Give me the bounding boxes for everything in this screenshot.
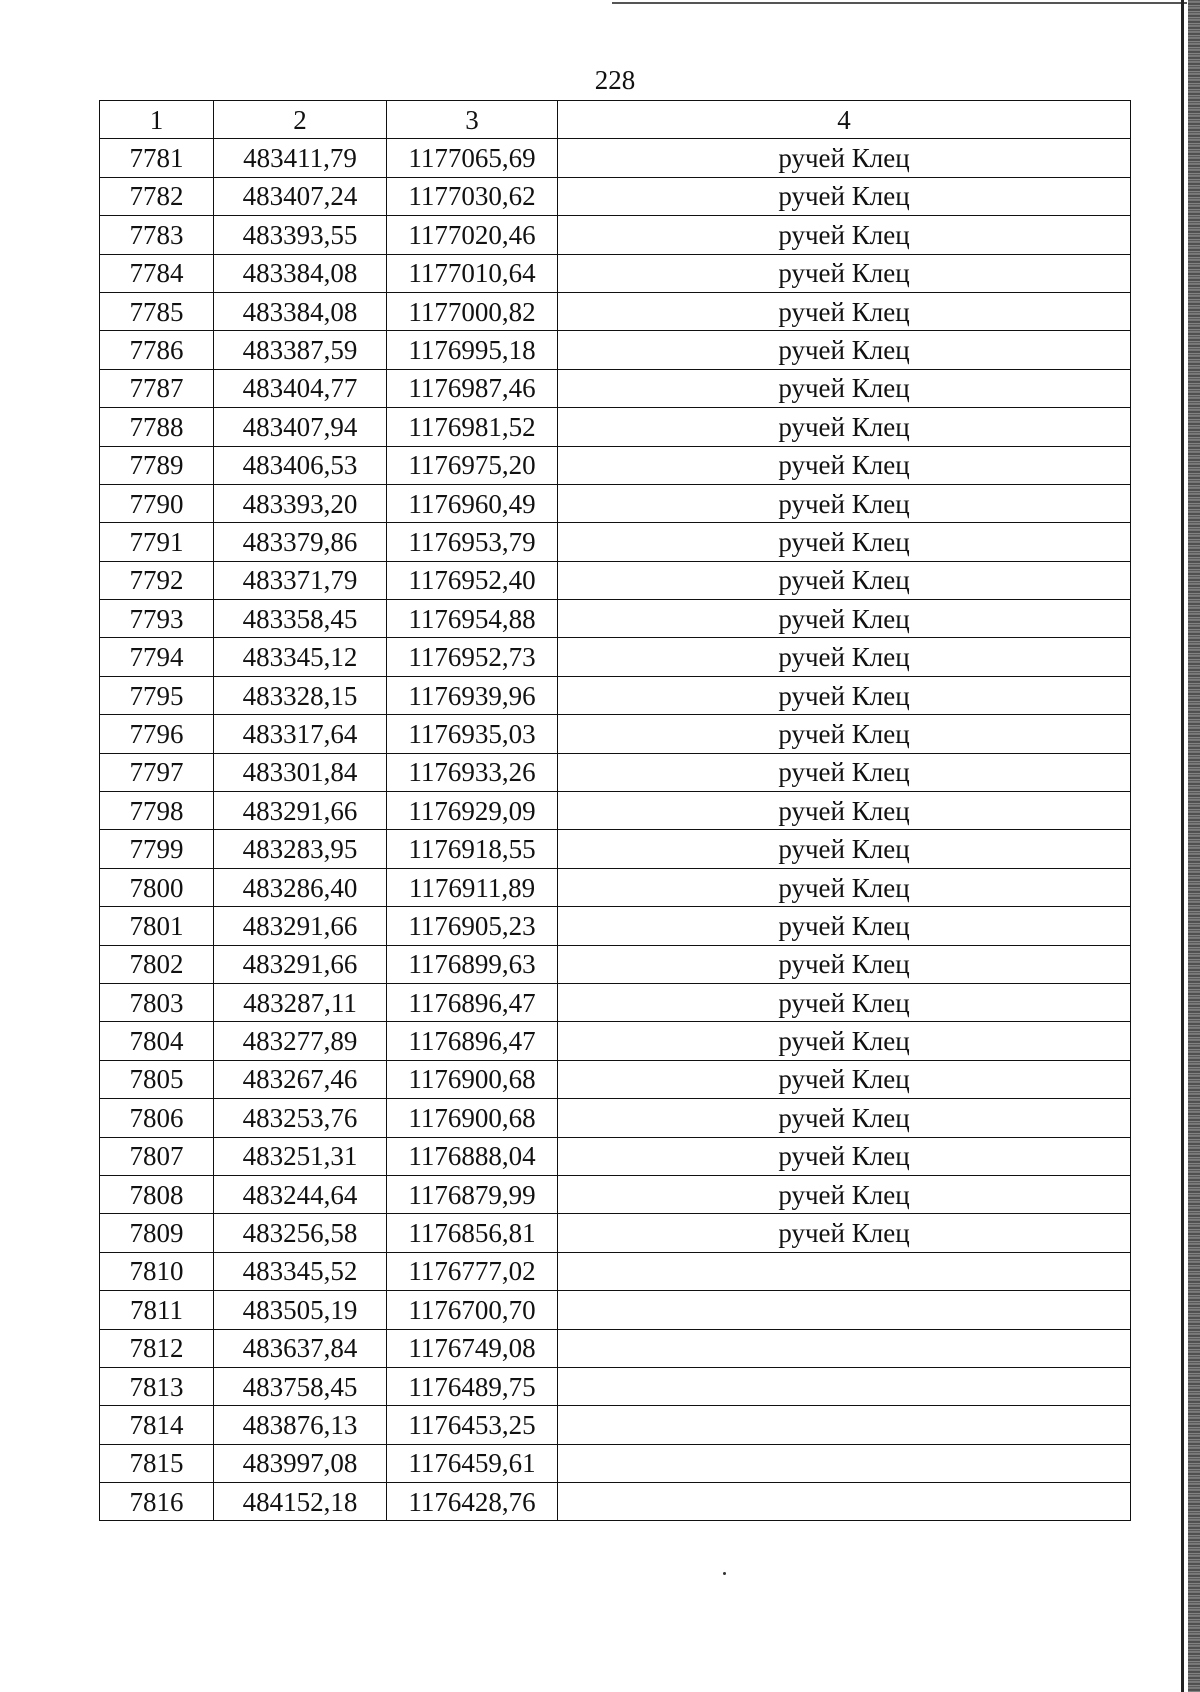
y-coordinate-cell: 1176428,76: [387, 1483, 558, 1521]
y-coordinate-cell: 1176933,26: [387, 753, 558, 791]
page-number: 228: [594, 65, 636, 95]
y-coordinate-cell: 1176960,49: [387, 484, 558, 522]
point-number-cell: 7800: [100, 868, 214, 906]
point-number-cell: 7786: [100, 331, 214, 369]
y-coordinate-cell: 1177020,46: [387, 216, 558, 254]
table-row: [100, 1444, 1131, 1482]
point-number-cell: 7803: [100, 983, 214, 1021]
y-coordinate-cell: 1176900,68: [387, 1060, 558, 1098]
table-row: [100, 139, 1131, 177]
y-coordinate-cell: 1176453,25: [387, 1406, 558, 1444]
point-number-cell: 7793: [100, 600, 214, 638]
table-row: [100, 1291, 1131, 1329]
x-coordinate-cell: 483411,79: [214, 139, 387, 177]
point-number-cell: 7781: [100, 139, 214, 177]
x-coordinate-cell: 483997,08: [214, 1444, 387, 1482]
y-coordinate-cell: 1176459,61: [387, 1444, 558, 1482]
x-coordinate-cell: 484152,18: [214, 1483, 387, 1521]
description-cell: ручей Клец: [558, 561, 1131, 599]
x-coordinate-cell: 483384,08: [214, 292, 387, 330]
x-coordinate-cell: 483287,11: [214, 983, 387, 1021]
y-coordinate-cell: 1177030,62: [387, 177, 558, 215]
x-coordinate-cell: 483387,59: [214, 331, 387, 369]
y-coordinate-cell: 1176911,89: [387, 868, 558, 906]
point-number-cell: 7810: [100, 1252, 214, 1290]
table-row: [100, 945, 1131, 983]
point-number-cell: 7782: [100, 177, 214, 215]
table-row: [100, 408, 1131, 446]
description-cell: ручей Клец: [558, 1175, 1131, 1213]
table-row: [100, 638, 1131, 676]
table-row: [100, 254, 1131, 292]
x-coordinate-cell: 483637,84: [214, 1329, 387, 1367]
point-number-cell: 7789: [100, 446, 214, 484]
point-number-cell: 7785: [100, 292, 214, 330]
y-coordinate-cell: 1176975,20: [387, 446, 558, 484]
y-coordinate-cell: 1176952,40: [387, 561, 558, 599]
y-coordinate-cell: 1176896,47: [387, 1022, 558, 1060]
x-coordinate-cell: 483358,45: [214, 600, 387, 638]
table-row: [100, 753, 1131, 791]
description-cell: ручей Клец: [558, 177, 1131, 215]
table-row: [100, 830, 1131, 868]
description-cell: ручей Клец: [558, 1137, 1131, 1175]
header-col-3: 3: [387, 101, 558, 139]
table-row: [100, 331, 1131, 369]
header-row: [100, 101, 1131, 139]
description-cell: [558, 1444, 1131, 1482]
scan-right-edge-shadow: [1188, 0, 1200, 1692]
table-row: [100, 1329, 1131, 1367]
description-cell: ручей Клец: [558, 254, 1131, 292]
point-number-cell: 7812: [100, 1329, 214, 1367]
y-coordinate-cell: 1176939,96: [387, 676, 558, 714]
table-row: [100, 792, 1131, 830]
point-number-cell: 7807: [100, 1137, 214, 1175]
point-number-cell: 7796: [100, 715, 214, 753]
description-cell: ручей Клец: [558, 983, 1131, 1021]
point-number-cell: 7784: [100, 254, 214, 292]
table-row: [100, 1022, 1131, 1060]
point-number-cell: 7811: [100, 1291, 214, 1329]
x-coordinate-cell: 483317,64: [214, 715, 387, 753]
y-coordinate-cell: 1176952,73: [387, 638, 558, 676]
point-number-cell: 7805: [100, 1060, 214, 1098]
y-coordinate-cell: 1177065,69: [387, 139, 558, 177]
y-coordinate-cell: 1176953,79: [387, 523, 558, 561]
description-cell: ручей Клец: [558, 1060, 1131, 1098]
header-col-2: 2: [214, 101, 387, 139]
description-cell: ручей Клец: [558, 139, 1131, 177]
coordinates-table: [99, 100, 1131, 1521]
point-number-cell: 7791: [100, 523, 214, 561]
x-coordinate-cell: 483253,76: [214, 1099, 387, 1137]
table-row: [100, 561, 1131, 599]
y-coordinate-cell: 1176954,88: [387, 600, 558, 638]
x-coordinate-cell: 483406,53: [214, 446, 387, 484]
description-cell: ручей Клец: [558, 292, 1131, 330]
table-row: [100, 177, 1131, 215]
x-coordinate-cell: 483758,45: [214, 1367, 387, 1405]
table-row: [100, 523, 1131, 561]
table-row: [100, 1214, 1131, 1252]
description-cell: ручей Клец: [558, 676, 1131, 714]
table-row: [100, 868, 1131, 906]
point-number-cell: 7804: [100, 1022, 214, 1060]
description-cell: ручей Клец: [558, 484, 1131, 522]
y-coordinate-cell: 1176905,23: [387, 907, 558, 945]
description-cell: [558, 1483, 1131, 1521]
table-row: [100, 600, 1131, 638]
description-cell: ручей Клец: [558, 600, 1131, 638]
description-cell: ручей Клец: [558, 369, 1131, 407]
point-number-cell: 7795: [100, 676, 214, 714]
scan-right-edge-line: [1181, 0, 1184, 1692]
description-cell: [558, 1367, 1131, 1405]
description-cell: [558, 1291, 1131, 1329]
table-row: [100, 216, 1131, 254]
table-row: [100, 484, 1131, 522]
point-number-cell: 7788: [100, 408, 214, 446]
table-row: [100, 676, 1131, 714]
x-coordinate-cell: 483267,46: [214, 1060, 387, 1098]
description-cell: ручей Клец: [558, 408, 1131, 446]
description-cell: ручей Клец: [558, 715, 1131, 753]
x-coordinate-cell: 483328,15: [214, 676, 387, 714]
header-col-4: 4: [558, 101, 1131, 139]
x-coordinate-cell: 483277,89: [214, 1022, 387, 1060]
x-coordinate-cell: 483876,13: [214, 1406, 387, 1444]
table-row: [100, 446, 1131, 484]
point-number-cell: 7799: [100, 830, 214, 868]
description-cell: ручей Клец: [558, 792, 1131, 830]
description-cell: ручей Клец: [558, 216, 1131, 254]
description-cell: ручей Клец: [558, 1214, 1131, 1252]
table-row: [100, 1137, 1131, 1175]
table-header: [100, 101, 1131, 139]
x-coordinate-cell: 483283,95: [214, 830, 387, 868]
x-coordinate-cell: 483379,86: [214, 523, 387, 561]
x-coordinate-cell: 483407,94: [214, 408, 387, 446]
y-coordinate-cell: 1176987,46: [387, 369, 558, 407]
description-cell: ручей Клец: [558, 753, 1131, 791]
y-coordinate-cell: 1176700,70: [387, 1291, 558, 1329]
x-coordinate-cell: 483384,08: [214, 254, 387, 292]
x-coordinate-cell: 483256,58: [214, 1214, 387, 1252]
description-cell: ручей Клец: [558, 1022, 1131, 1060]
description-cell: [558, 1252, 1131, 1290]
point-number-cell: 7783: [100, 216, 214, 254]
description-cell: ручей Клец: [558, 446, 1131, 484]
point-number-cell: 7809: [100, 1214, 214, 1252]
x-coordinate-cell: 483404,77: [214, 369, 387, 407]
scan-top-edge-line: [612, 2, 1187, 4]
y-coordinate-cell: 1176879,99: [387, 1175, 558, 1213]
y-coordinate-cell: 1176981,52: [387, 408, 558, 446]
point-number-cell: 7797: [100, 753, 214, 791]
y-coordinate-cell: 1176995,18: [387, 331, 558, 369]
table-row: [100, 1367, 1131, 1405]
y-coordinate-cell: 1176888,04: [387, 1137, 558, 1175]
x-coordinate-cell: 483286,40: [214, 868, 387, 906]
description-cell: [558, 1406, 1131, 1444]
description-cell: ручей Клец: [558, 868, 1131, 906]
x-coordinate-cell: 483291,66: [214, 945, 387, 983]
y-coordinate-cell: 1176489,75: [387, 1367, 558, 1405]
point-number-cell: 7813: [100, 1367, 214, 1405]
point-number-cell: 7794: [100, 638, 214, 676]
y-coordinate-cell: 1177010,64: [387, 254, 558, 292]
table-row: [100, 1175, 1131, 1213]
y-coordinate-cell: 1176900,68: [387, 1099, 558, 1137]
table-row: [100, 369, 1131, 407]
y-coordinate-cell: 1176777,02: [387, 1252, 558, 1290]
point-number-cell: 7792: [100, 561, 214, 599]
description-cell: ручей Клец: [558, 907, 1131, 945]
y-coordinate-cell: 1176929,09: [387, 792, 558, 830]
x-coordinate-cell: 483393,20: [214, 484, 387, 522]
table-row: [100, 1406, 1131, 1444]
x-coordinate-cell: 483345,52: [214, 1252, 387, 1290]
description-cell: ручей Клец: [558, 638, 1131, 676]
table-row: [100, 1099, 1131, 1137]
description-cell: ручей Клец: [558, 1099, 1131, 1137]
table-row: [100, 292, 1131, 330]
description-cell: ручей Клец: [558, 830, 1131, 868]
description-cell: [558, 1329, 1131, 1367]
point-number-cell: 7816: [100, 1483, 214, 1521]
point-number-cell: 7808: [100, 1175, 214, 1213]
y-coordinate-cell: 1177000,82: [387, 292, 558, 330]
table-row: [100, 1060, 1131, 1098]
point-number-cell: 7814: [100, 1406, 214, 1444]
description-cell: ручей Клец: [558, 331, 1131, 369]
header-col-1: 1: [100, 101, 214, 139]
y-coordinate-cell: 1176856,81: [387, 1214, 558, 1252]
y-coordinate-cell: 1176918,55: [387, 830, 558, 868]
x-coordinate-cell: 483505,19: [214, 1291, 387, 1329]
point-number-cell: 7815: [100, 1444, 214, 1482]
table-row: [100, 1483, 1131, 1521]
description-cell: ручей Клец: [558, 945, 1131, 983]
x-coordinate-cell: 483244,64: [214, 1175, 387, 1213]
x-coordinate-cell: 483301,84: [214, 753, 387, 791]
point-number-cell: 7798: [100, 792, 214, 830]
table-row: [100, 1252, 1131, 1290]
x-coordinate-cell: 483291,66: [214, 792, 387, 830]
point-number-cell: 7801: [100, 907, 214, 945]
point-number-cell: 7802: [100, 945, 214, 983]
point-number-cell: 7790: [100, 484, 214, 522]
y-coordinate-cell: 1176749,08: [387, 1329, 558, 1367]
table-row: [100, 983, 1131, 1021]
table-row: [100, 907, 1131, 945]
y-coordinate-cell: 1176935,03: [387, 715, 558, 753]
table-row: [100, 715, 1131, 753]
y-coordinate-cell: 1176899,63: [387, 945, 558, 983]
point-number-cell: 7806: [100, 1099, 214, 1137]
point-number-cell: 7787: [100, 369, 214, 407]
scan-speck: [723, 1572, 726, 1575]
x-coordinate-cell: 483407,24: [214, 177, 387, 215]
y-coordinate-cell: 1176896,47: [387, 983, 558, 1021]
table-body: [100, 139, 1131, 1521]
x-coordinate-cell: 483371,79: [214, 561, 387, 599]
x-coordinate-cell: 483393,55: [214, 216, 387, 254]
x-coordinate-cell: 483291,66: [214, 907, 387, 945]
x-coordinate-cell: 483251,31: [214, 1137, 387, 1175]
x-coordinate-cell: 483345,12: [214, 638, 387, 676]
description-cell: ручей Клец: [558, 523, 1131, 561]
